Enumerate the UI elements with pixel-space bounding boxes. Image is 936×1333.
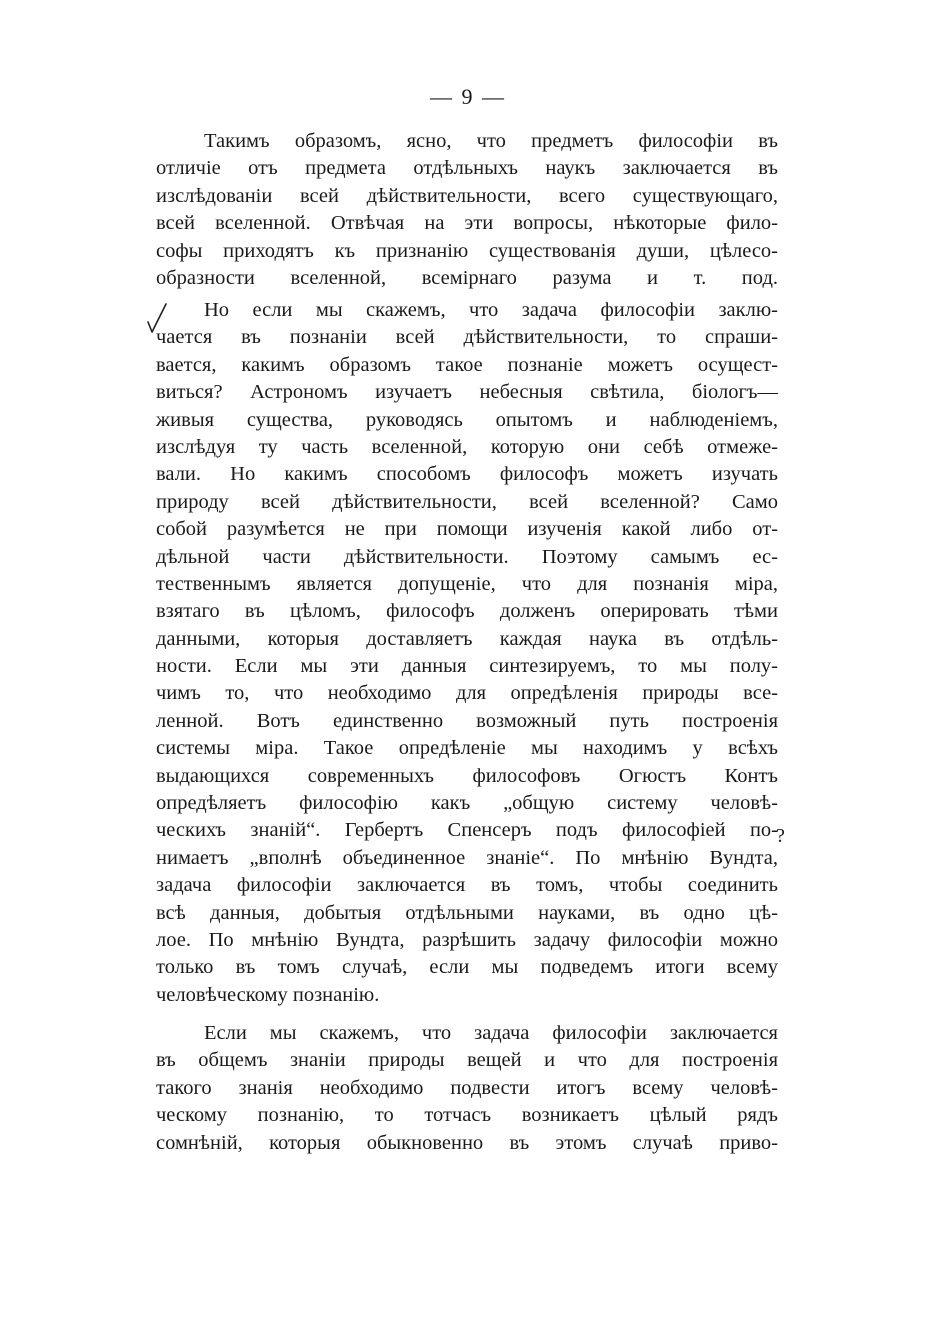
text-line: природу всей дѣйствительности, всей вселенной? Само — [156, 490, 778, 513]
text-line: опредѣляетъ философію какъ „общую систему человѣ- — [156, 792, 778, 815]
text-line: ческому познанію, то тотчасъ возникаетъ цѣлый рядъ — [156, 1104, 778, 1127]
text-line: Такимъ образомъ, ясно, что предметъ философіи въ — [204, 130, 778, 152]
text-line: софы приходятъ къ признанію существованія души, цѣлесо- — [156, 239, 778, 262]
text-line: тественнымъ является допущеніе, что для познанія міра, — [156, 572, 778, 595]
text-line: такого знанія необходимо подвести итогъ всему человѣ- — [156, 1076, 778, 1099]
text-line: вается, какимъ образомъ такое познаніе можетъ осущест- — [156, 353, 778, 376]
text-line: ленной. Вотъ единственно возможный путь построенія — [156, 709, 778, 732]
text-line: сомнѣній, которыя обыкновенно въ этомъ случаѣ приво- — [156, 1131, 778, 1154]
text-line: чимъ то, что необходимо для опредѣленія природы все- — [156, 682, 778, 705]
text-line: всей вселенной. Отвѣчая на эти вопросы, нѣкоторые фило- — [156, 212, 778, 235]
text-line: ности. Если мы эти данныя синтезируемъ, то мы полу- — [156, 655, 778, 678]
text-line: нимаетъ „вполнѣ объединенное знаніе“. По мнѣнію Вундта, — [156, 846, 778, 869]
paragraph-1 — [156, 128, 778, 292]
text-line: только въ томъ случаѣ, если мы подведемъ итоги всему — [156, 956, 778, 979]
text-line: виться? Астрономъ изучаетъ небесныя свѣтила, біологъ— — [156, 381, 778, 404]
text-line: всѣ данныя, добытыя отдѣльными науками, въ одно цѣ- — [156, 901, 778, 924]
text-line: человѣческому познанію. — [156, 983, 380, 1006]
text-line: взятаго въ цѣломъ, философъ долженъ оперировать тѣми — [156, 600, 778, 623]
text-line: ческихъ знаній“. Гербертъ Спенсеръ подъ философіей по- — [156, 819, 778, 842]
text-line: данными, которыя доставляетъ каждая наука въ отдѣль- — [156, 627, 778, 650]
text-line: системы міра. Такое опредѣленіе мы находимъ у всѣхъ — [156, 737, 778, 760]
text-line: задача философіи заключается въ томъ, чтобы соединить — [156, 874, 778, 897]
page-number: — 9 — — [430, 84, 506, 109]
text-line: выдающихся современныхъ философовъ Огюстъ Контъ — [156, 764, 778, 787]
text-line: изслѣдуя ту часть вселенной, которую они себѣ отмеже- — [156, 435, 778, 458]
text-line: чается въ познаніи всей дѣйствительности, то спраши- — [156, 326, 778, 349]
paragraph-2 — [156, 297, 778, 1009]
text-line: живыя существа, руководясь опытомъ и наблюденіемъ, — [156, 408, 778, 431]
text-line: Но если мы скажемъ, что задача философіи заклю- — [204, 299, 778, 321]
text-line: вали. Но какимъ способомъ философъ можетъ изучать — [156, 463, 778, 486]
text-line: въ общемъ знаніи природы вещей и что для построенія — [156, 1049, 778, 1072]
text-line: изслѣдованіи всей дѣйствительности, всего существующаго, — [156, 184, 778, 207]
text-line: дѣльной части дѣйствительности. Поэтому самымъ ес- — [156, 545, 778, 568]
margin-annotation: ? — [776, 825, 785, 847]
paragraph-3 — [156, 1020, 778, 1157]
text-line: Если мы скажемъ, что задача философіи заключается — [204, 1022, 778, 1044]
text-line: лое. По мнѣнію Вундта, разрѣшить задачу философіи можно — [156, 928, 778, 951]
text-line: отличіе отъ предмета отдѣльныхъ наукъ заключается въ — [156, 157, 778, 180]
text-line: образности вселенной, всемірнаго разума и т. под. — [156, 266, 778, 289]
text-line: собой разумѣется не при помощи изученія какой либо от- — [156, 518, 778, 541]
